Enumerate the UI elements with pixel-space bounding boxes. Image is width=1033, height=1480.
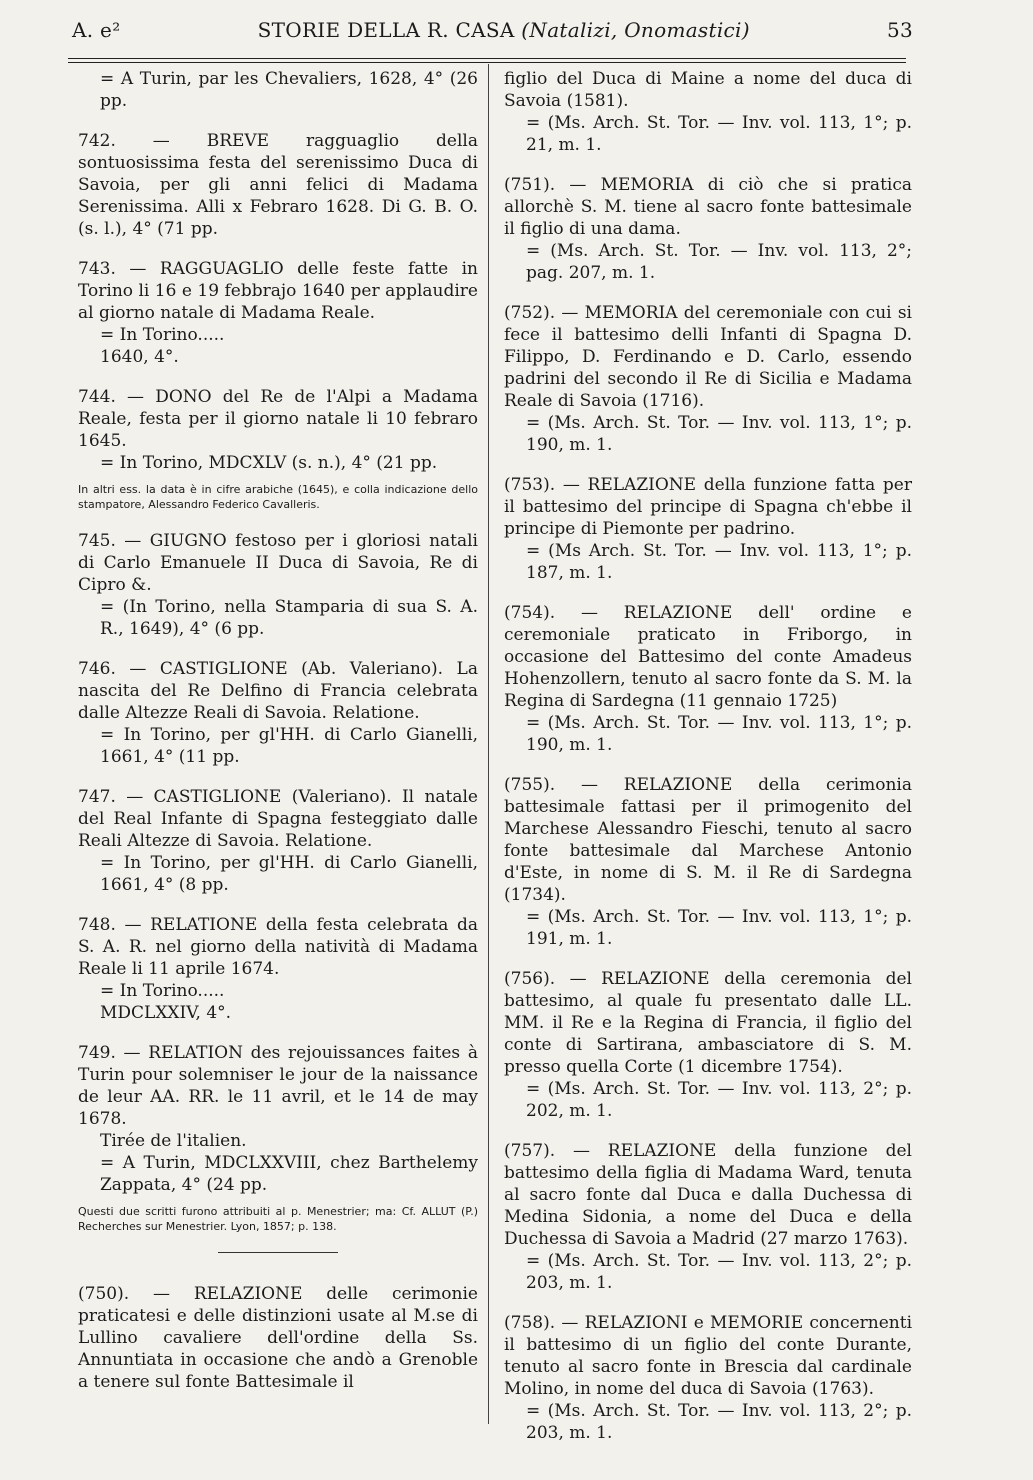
entry-imprint: = In Torino..... [100,981,225,1001]
bibliography-entry [504,1140,912,1294]
bibliography-entry [504,302,912,456]
entry-text: (750). — RELAZIONE delle cerimonie praticatesi e delle distinzioni usate al M.se di Lullino cavaliere dell'ordine della Ss. Annuntiata in occasione che andò a Grenoble a tenere sul fonte Battesimale il [78,1284,478,1392]
bibliography-entry [78,914,478,1024]
entry-text: 745. — GIUGNO festoso per i gloriosi natali di Carlo Emanuele II Duca di Savoia, Re di Cipro &. [78,531,478,595]
entry-imprint: = (Ms. Arch. St. Tor. — Inv. vol. 113, 1°; p. 21, m. 1. [526,113,912,155]
page-number: 53 [886,18,913,42]
running-title [258,18,750,42]
right-column [504,68,912,1462]
header-rule-double [68,62,906,63]
entry-note: In altri ess. la data è in cifre arabiche (1645), e colla indicazione dello stampatore, Alessandro Federico Cavalleris. [78,483,478,511]
entry-imprint: 1640, 4°. [100,347,179,367]
entry-text: figlio del Duca di Maine a nome del duca di Savoia (1581). [504,69,912,111]
bibliography-entry [78,786,478,896]
entry-imprint: MDCLXXIV, 4°. [100,1003,232,1023]
entry-text: (752). — MEMORIA del ceremoniale con cui si fece il battesimo delli Infanti di Spagna D. Filippo, D. Ferdinando e D. Carlo, essendo padrini del secondo il Re di Sicilia e Madama Reale di Savoia (1716). [504,303,912,411]
entry-text: (754). — RELAZIONE dell' ordine e ceremoniale praticato in Friborgo, in occasione del Battesimo del conte Amadeus Hohenzollern, tenuto al sacro fonte da S. M. la Regina di Sardegna (11 gennaio 1725) [504,603,912,711]
bibliography-entry [504,968,912,1122]
running-title-sub: (Natalizi, Onomastici) [521,18,750,42]
entry-text: (757). — RELAZIONE della funzione del battesimo della figlia di Madama Ward, tenuta al sacro fonte dal Duca e dalla Duchessa di Medina Sidonia, a nome del Duca e della Duchessa di Savoia a Madrid (27 marzo 1763). [504,1141,912,1249]
entry-imprint: = (Ms. Arch. St. Tor. — Inv. vol. 113, 2°; p. 202, m. 1. [526,1079,912,1121]
entry-imprint: = (Ms. Arch. St. Tor. — Inv. vol. 113, 2°; p. 203, m. 1. [526,1401,912,1443]
bibliography-entry [78,530,478,640]
entry-note: Questi due scritti furono attribuiti al p. Menestrier; ma: Cf. ALLUT (P.) Recherches sur Menestrier. Lyon, 1857; p. 138. [78,1205,478,1233]
entry-imprint: = (Ms. Arch. St. Tor. — Inv. vol. 113, 1°; p. 191, m. 1. [526,907,912,949]
entry-text: 747. — CASTIGLIONE (Valeriano). Il natale del Real Infante di Spagna festeggiato dalle Reali Altezze di Savoia. Relatione. [78,787,478,851]
bibliography-entry [78,1042,478,1234]
bibliography-entry [504,174,912,284]
bibliography-entry [504,474,912,584]
entry-imprint: Tirée de l'italien. [100,1131,247,1151]
entry-text: 742. — BREVE ragguaglio della sontuosissima festa del serenissimo Duca di Savoia, per gli anni felici di Madama Serenissima. Alli x Febraro 1628. Di G. B. O. (s. l.), 4° (71 pp. [78,131,478,239]
bibliography-entry [504,1312,912,1444]
bibliography-entry [78,658,478,768]
bibliography-entry [78,1283,478,1393]
entry-text: 746. — CASTIGLIONE (Ab. Valeriano). La nascita del Re Delfino di Francia celebrata dalle Altezze Reali di Savoia. Relatione. [78,659,478,723]
entry-text: 743. — RAGGUAGLIO delle feste fatte in Torino li 16 e 19 febbrajo 1640 per applaudire al giorno natale di Madama Reale. [78,259,478,323]
bibliography-entry [504,602,912,756]
section-rule [218,1252,338,1253]
signature-mark: A. e² [72,18,121,42]
entry-imprint: = In Torino, per gl'HH. di Carlo Gianelli, 1661, 4° (11 pp. [100,725,478,767]
bibliography-entry [78,386,478,512]
entry-imprint: = (In Torino, nella Stamparia di sua S. A. R., 1649), 4° (6 pp. [100,597,478,639]
bibliography-entry [78,68,478,112]
entry-text: 744. — DONO del Re de l'Alpi a Madama Reale, festa per il giorno natale li 10 febraro 1645. [78,387,478,451]
entry-text: (753). — RELAZIONE della funzione fatta per il battesimo del principe di Spagna ch'ebbe il principe di Piemonte per padrino. [504,475,912,539]
bibliography-entry [504,68,912,156]
running-title-main: STORIE DELLA R. CASA [257,18,515,42]
entry-imprint: = In Torino, MDCXLV (s. n.), 4° (21 pp. [100,453,438,473]
entry-imprint: = (Ms. Arch. St. Tor. — Inv. vol. 113, 2°; pag. 207, m. 1. [526,241,912,283]
entry-text: (751). — MEMORIA di ciò che si pratica allorchè S. M. tiene al sacro fonte battesimale il figlio di una dama. [504,175,912,239]
bibliography-entry [78,258,478,368]
bibliography-entry [78,130,478,240]
entry-imprint: = (Ms Arch. St. Tor. — Inv. vol. 113, 1°; p. 187, m. 1. [526,541,912,583]
entry-text: 748. — RELATIONE della festa celebrata da S. A. R. nel giorno della natività di Madama Reale li 11 aprile 1674. [78,915,478,979]
page-header [72,18,913,52]
entry-text: (756). — RELAZIONE della ceremonia del battesimo, al quale fu presentato dalle LL. MM. il Re e la Regina di Francia, il figlio del conte di Sartirana, ambasciatore di S. M. presso quella Corte (1 dicembre 1754). [504,969,912,1077]
header-rule [68,58,906,59]
entry-imprint: = (Ms. Arch. St. Tor. — Inv. vol. 113, 1°; p. 190, m. 1. [526,713,912,755]
column-divider [488,64,489,1424]
entry-text: (755). — RELAZIONE della cerimonia battesimale fattasi per il primogenito del Marchese Alessandro Fieschi, tenuto al sacro fonte battesimale dal Marchese Antonio d'Este, in nome di S. M. il Re di Sardegna (1734). [504,775,912,905]
entry-imprint: = (Ms. Arch. St. Tor. — Inv. vol. 113, 2°; p. 203, m. 1. [526,1251,912,1293]
bibliography-entry [504,774,912,950]
entry-imprint: = In Torino..... [100,325,225,345]
entry-text: 749. — RELATION des rejouissances faites à Turin pour solemniser le jour de la naissance de leur AA. RR. le 11 avril, et le 14 de may 1678. [78,1043,478,1129]
entry-imprint: = (Ms. Arch. St. Tor. — Inv. vol. 113, 1°; p. 190, m. 1. [526,413,912,455]
entry-text: (758). — RELAZIONI e MEMORIE concernenti il battesimo di un figlio del conte Durante, tenuto al sacro fonte in Brescia dal cardinale Molino, in nome del duca di Savoia (1763). [504,1313,912,1399]
entry-text: = A Turin, par les Chevaliers, 1628, 4° (26 pp. [100,69,478,111]
entry-imprint: = In Torino, per gl'HH. di Carlo Gianelli, 1661, 4° (8 pp. [100,853,478,895]
entry-imprint: = A Turin, MDCLXXVIII, chez Barthelemy Zappata, 4° (24 pp. [100,1153,478,1195]
left-column [78,68,478,1411]
